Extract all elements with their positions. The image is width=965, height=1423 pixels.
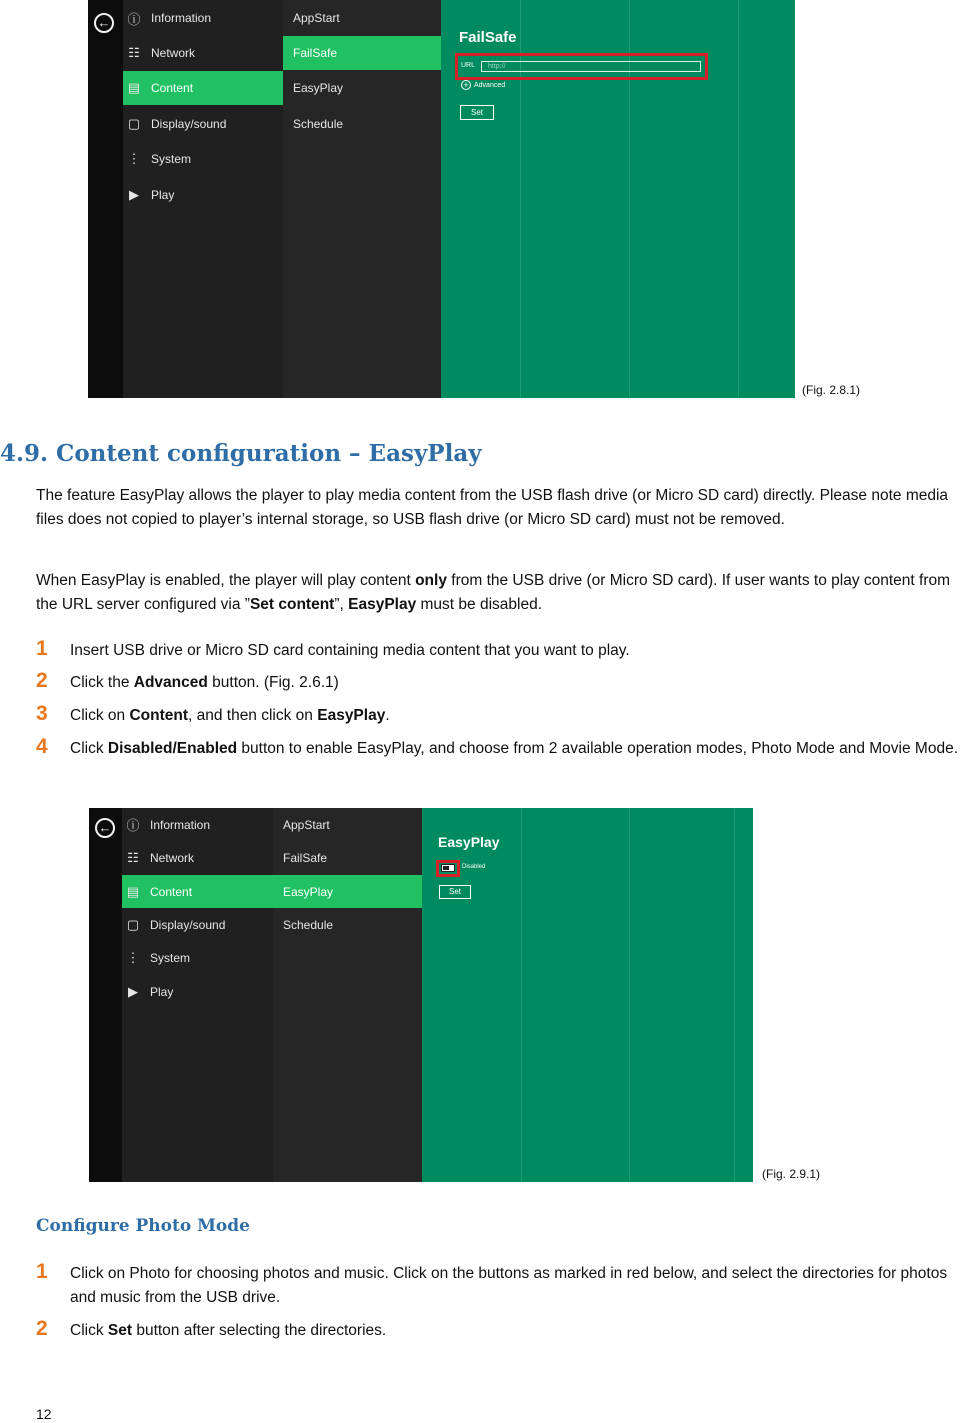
menu-item-system[interactable]: ⋮ System xyxy=(122,941,273,974)
menu-item-display-sound[interactable]: ▢ Display/sound xyxy=(122,908,273,941)
step-number: 4 xyxy=(36,735,48,758)
play-icon: ▶ xyxy=(129,187,139,202)
subsection-heading: Configure Photo Mode xyxy=(36,1216,250,1236)
screenshot-easyplay xyxy=(89,808,753,1182)
plus-icon: + xyxy=(461,80,471,90)
step-number: 1 xyxy=(36,1260,48,1283)
sub-item-schedule[interactable]: Schedule xyxy=(293,117,344,131)
folder-icon: ▤ xyxy=(127,80,141,95)
menu-item-system[interactable]: ⋮ System xyxy=(123,142,283,176)
network-icon: ☷ xyxy=(128,45,140,60)
back-arrow-icon[interactable]: ← xyxy=(94,13,114,33)
sub-item-appstart[interactable]: AppStart xyxy=(293,11,340,25)
sub-item-failsafe[interactable]: FailSafe xyxy=(283,850,328,865)
folder-icon: ▤ xyxy=(126,883,140,899)
step-number: 2 xyxy=(36,669,48,692)
menu-item-network[interactable]: ☷ Network xyxy=(122,841,273,874)
sub-item-easyplay[interactable]: EasyPlay xyxy=(293,81,344,95)
sub-item-failsafe[interactable]: FailSafe xyxy=(283,36,441,70)
settings-icon: ⋮ xyxy=(126,949,140,965)
info-icon: ⓘ xyxy=(127,11,141,27)
set-button[interactable]: Set xyxy=(460,105,494,120)
menu-item-network[interactable]: ☷ Network xyxy=(123,36,283,70)
monitor-icon: ▢ xyxy=(127,116,141,131)
back-arrow-icon[interactable]: ← xyxy=(95,818,115,838)
menu-item-content[interactable]: ▤ Content xyxy=(122,875,273,908)
menu-item-play[interactable]: ▶ Play xyxy=(123,178,283,212)
sub-item-easyplay[interactable]: EasyPlay xyxy=(273,875,422,908)
advanced-button[interactable]: + Advanced xyxy=(461,80,505,90)
step-number: 1 xyxy=(36,637,48,660)
menu-item-information[interactable]: ⓘ Information xyxy=(122,808,273,841)
panel-title: EasyPlay xyxy=(438,834,500,850)
figure-caption: (Fig. 2.9.1) xyxy=(762,1167,821,1181)
disabled-enabled-toggle[interactable] xyxy=(441,864,455,872)
url-label: URL xyxy=(461,62,476,69)
set-button[interactable]: Set xyxy=(439,885,471,899)
section-heading: 4.9. Content configuration – EasyPlay xyxy=(0,440,482,467)
info-icon: ⓘ xyxy=(126,818,140,833)
left-strip xyxy=(88,0,123,398)
url-input[interactable]: http:// xyxy=(481,61,701,72)
paragraph-enabled: When EasyPlay is enabled, the player will play content only from the USB drive (or Micro SD card). If user wants to play content from the URL server configured via ”Set content”, EasyPlay must be disabled. xyxy=(36,572,951,613)
sub-item-appstart[interactable]: AppStart xyxy=(283,817,330,832)
menu-item-content[interactable]: ▤ Content xyxy=(123,71,283,105)
menu-item-information[interactable]: ⓘ Information xyxy=(123,1,283,35)
network-icon: ☷ xyxy=(127,849,139,865)
menu-item-display-sound[interactable]: ▢ Display/sound xyxy=(123,107,283,141)
figure-caption: (Fig. 2.8.1) xyxy=(802,383,861,397)
sub-item-schedule[interactable]: Schedule xyxy=(283,917,334,932)
paragraph-intro: The feature EasyPlay allows the player to play media content from the USB flash drive (or Micro SD card) directly. Please note media files does not copied to player’s internal storage, so USB flash drive (or Micro SD card) must not be removed. xyxy=(36,487,949,528)
left-strip xyxy=(89,808,122,1182)
page-number: 12 xyxy=(36,1406,52,1422)
panel-title: FailSafe xyxy=(459,29,517,46)
step-number: 3 xyxy=(36,702,48,725)
toggle-label: Disabled xyxy=(462,864,486,870)
screenshot-failsafe xyxy=(88,0,795,398)
step-number: 2 xyxy=(36,1317,48,1340)
monitor-icon: ▢ xyxy=(126,916,140,932)
settings-icon: ⋮ xyxy=(127,151,141,166)
menu-item-play[interactable]: ▶ Play xyxy=(122,975,273,1008)
play-icon: ▶ xyxy=(128,983,138,999)
